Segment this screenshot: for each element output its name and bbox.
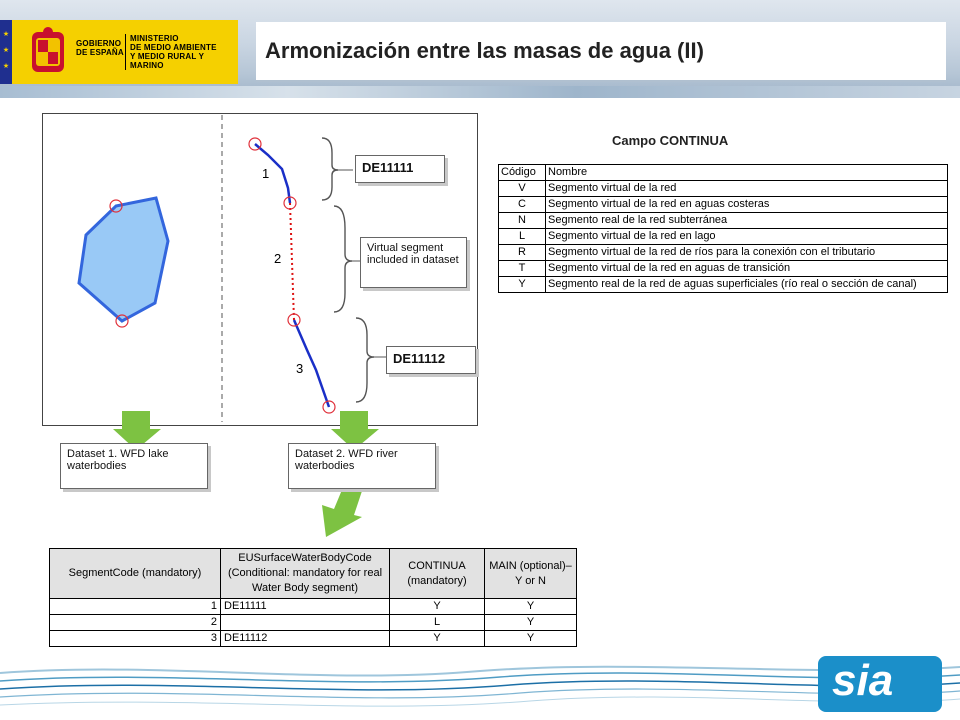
waterbody-code-cell (221, 615, 390, 631)
ministry-line-3: Y MEDIO RURAL Y MARINO (130, 52, 204, 70)
table-row (499, 245, 948, 261)
table-row (50, 599, 577, 615)
continua-cell: Y (390, 599, 485, 615)
page-title: Armonización entre las masas de agua (II) (265, 38, 704, 63)
table-row (50, 631, 577, 647)
ministry-line-1: MINISTERIO (130, 34, 179, 43)
waterbody-code-cell: DE11111 (221, 599, 390, 615)
ministry-line-2: DE MEDIO AMBIENTE (130, 43, 217, 52)
svg-text:★: ★ (2, 62, 10, 70)
main-cell: Y (485, 631, 577, 647)
header-euswbcode: EUSurfaceWaterBodyCode (Conditional: mandatory for real Water Body segment) (221, 549, 390, 599)
dataset-1-box: Dataset 1. WFD lake waterbodies (60, 443, 208, 489)
callout-virtual-segment: Virtual segment included in dataset (360, 237, 467, 288)
name-cell: Segmento virtual de la red en aguas de transición (546, 261, 948, 277)
bracket-1 (322, 138, 338, 200)
code-cell: V (499, 181, 546, 197)
segment-code-cell: 2 (50, 615, 221, 631)
header-nombre: Nombre (546, 165, 948, 181)
name-cell: Segmento real de la red subterránea (546, 213, 948, 229)
header-water-stripe (0, 86, 960, 98)
header-codigo: Código (499, 165, 546, 181)
down-left-arrow-icon (316, 483, 366, 539)
segment-label-1: 1 (262, 166, 270, 181)
name-cell: Segmento virtual de la red en lago (546, 229, 948, 245)
name-cell: Segmento virtual de la red de ríos para la conexión con el tributario (546, 245, 948, 261)
callout-de11112: DE11112 (386, 346, 476, 374)
name-cell: Segmento real de la red de aguas superficiales (río real o sección de canal) (546, 277, 948, 293)
gov-line-1: GOBIERNO (76, 39, 122, 48)
code-cell: L (499, 229, 546, 245)
code-cell: N (499, 213, 546, 229)
segment-label-2: 2 (274, 251, 282, 266)
government-logo (8, 20, 238, 84)
table-header-row (499, 165, 948, 181)
bracket-3 (356, 318, 374, 402)
waterbody-code-cell: DE11112 (221, 631, 390, 647)
table-row (50, 615, 577, 631)
callout-de11111: DE11111 (355, 155, 445, 183)
sia-logo-text: sia (832, 656, 894, 705)
bracket-2 (334, 206, 352, 312)
table-row (499, 277, 948, 293)
main-cell: Y (485, 599, 577, 615)
name-cell: Segmento virtual de la red (546, 181, 948, 197)
table-header-row (50, 549, 577, 599)
coat-of-arms-icon (26, 26, 70, 78)
name-cell: Segmento virtual de la red en aguas costeras (546, 197, 948, 213)
code-cell: T (499, 261, 546, 277)
continua-cell: L (390, 615, 485, 631)
continua-title: Campo CONTINUA (612, 133, 729, 148)
header-main: MAIN (optional)–Y or N (485, 549, 577, 599)
table-row (499, 197, 948, 213)
header-segmentcode: SegmentCode (mandatory) (50, 549, 221, 599)
table-row (499, 261, 948, 277)
eu-stars-icon (0, 20, 12, 84)
svg-text:★: ★ (2, 46, 10, 54)
header-continua: CONTINUA (mandatory) (390, 549, 485, 599)
code-cell: Y (499, 277, 546, 293)
segment-code-cell: 3 (50, 631, 221, 647)
footer-waves (0, 655, 960, 720)
virtual-segment-2 (290, 203, 294, 320)
continua-cell: Y (390, 631, 485, 647)
dataset-2-box: Dataset 2. WFD river waterbodies (288, 443, 436, 489)
svg-text:★: ★ (2, 30, 10, 38)
table-row (499, 181, 948, 197)
lake-polygon (79, 198, 168, 321)
continua-table (498, 164, 948, 293)
segment-code-cell: 1 (50, 599, 221, 615)
code-cell: R (499, 245, 546, 261)
segment-table (49, 548, 577, 647)
logo-divider (125, 34, 126, 70)
main-cell: Y (485, 615, 577, 631)
segment-label-3: 3 (296, 361, 304, 376)
river-segment-1 (255, 144, 290, 203)
table-row (499, 213, 948, 229)
table-row (499, 229, 948, 245)
gov-line-2: DE ESPAÑA (76, 48, 124, 57)
code-cell: C (499, 197, 546, 213)
eu-flag-strip (0, 20, 12, 84)
